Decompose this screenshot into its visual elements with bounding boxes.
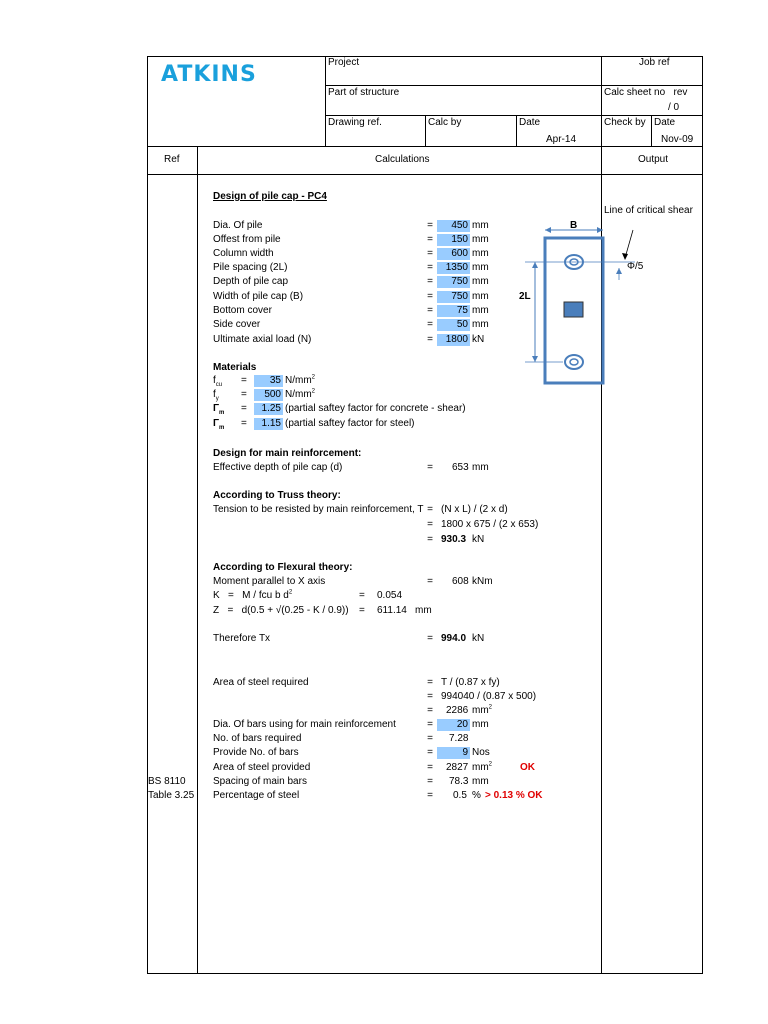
ref-divider	[197, 146, 198, 974]
ref-table: Table 3.25	[148, 790, 195, 801]
flexural-heading: According to Flexural theory:	[213, 562, 353, 573]
input-label: Ultimate axial load (N)	[213, 334, 312, 345]
material-value-cell[interactable]: 1.15	[254, 418, 283, 430]
area-provided-label: Area of steel provided	[213, 762, 311, 773]
phi-label: Φ/5	[627, 261, 644, 272]
bars-required-value: 7.28	[449, 733, 469, 744]
equals-sign: =	[427, 291, 433, 302]
b-label: B	[570, 220, 578, 231]
equals-sign: =	[427, 762, 433, 773]
main-reinf-heading: Design for main reinforcement:	[213, 448, 362, 459]
input-value-cell[interactable]: 450	[437, 220, 470, 232]
col-output: Output	[638, 154, 669, 165]
col-ref: Ref	[164, 154, 180, 165]
equals-sign: =	[427, 462, 433, 473]
input-unit: mm	[472, 262, 489, 273]
input-value-cell[interactable]: 50	[437, 319, 470, 331]
truss-result: 930.3	[441, 534, 467, 545]
twoL-arrow-top	[532, 262, 538, 268]
area-provided-unit: $mm^2$	[472, 761, 493, 773]
equals-sign: =	[427, 248, 433, 259]
tx-label: Therefore Tx	[213, 633, 271, 644]
equals-sign: =	[427, 719, 433, 730]
material-symbol: $\Gamma_m$	[213, 418, 225, 431]
border-bottom	[147, 973, 703, 974]
input-unit: mm	[472, 305, 489, 316]
header-row1	[325, 85, 703, 86]
k-formula: K = M / fcu b $d^2$	[213, 589, 293, 601]
input-value-cell[interactable]: 75	[437, 305, 470, 317]
calc-sheet-value: / 0	[668, 102, 680, 113]
date2-value: Nov-09	[661, 134, 694, 145]
equals-sign: =	[427, 534, 433, 545]
equals-sign: =	[241, 389, 247, 400]
input-unit: mm	[472, 234, 489, 245]
calc-sheet-label: Calc sheet no rev	[604, 87, 688, 98]
twoL-label: 2L	[519, 291, 531, 302]
input-label: Width of pile cap (B)	[213, 291, 304, 302]
material-value-cell[interactable]: 35	[254, 375, 283, 387]
equals-sign: =	[241, 403, 247, 414]
input-unit: kN	[472, 334, 485, 345]
header-divider-logo	[325, 56, 326, 146]
date-value: Apr-14	[546, 134, 577, 145]
area-provided-value: 2827	[446, 762, 469, 773]
bar-dia-unit: mm	[472, 719, 489, 730]
job-ref-label: Job ref	[639, 57, 670, 68]
header-divider-date	[516, 115, 517, 146]
input-value-cell[interactable]: 750	[437, 291, 470, 303]
input-label: Offest from pile	[213, 234, 281, 245]
tx-value: 994.0	[441, 633, 467, 644]
material-unit: $N/mm^2$	[285, 374, 316, 386]
columns-bottom	[147, 174, 703, 175]
border-top	[147, 56, 703, 57]
input-label: Bottom cover	[213, 305, 272, 316]
section-title: Design of pile cap - PC4	[213, 191, 327, 202]
z-value: 611.14	[377, 605, 407, 616]
input-label: Dia. Of pile	[213, 220, 263, 231]
truss-line2: 1800 x 675 / (2 x 653)	[441, 519, 539, 530]
input-value-cell[interactable]: 1350	[437, 262, 470, 274]
input-unit: mm	[472, 248, 489, 259]
column-square	[564, 302, 583, 317]
bars-required-label: No. of bars required	[213, 733, 302, 744]
material-value-cell[interactable]: 500	[254, 389, 283, 401]
header-divider-calcby	[425, 115, 426, 146]
equals-sign: =	[241, 375, 247, 386]
border-right	[702, 56, 703, 974]
equals-sign: =	[427, 747, 433, 758]
equals-sign: =	[427, 220, 433, 231]
input-label: Depth of pile cap	[213, 276, 289, 287]
eff-depth-value: 653	[452, 462, 469, 473]
input-value-cell[interactable]: 1800	[437, 334, 470, 346]
input-label: Pile spacing (2L)	[213, 262, 288, 273]
atkins-logo: ATKINS	[161, 62, 257, 87]
input-unit: mm	[472, 220, 489, 231]
b-arrow-right	[597, 227, 603, 233]
input-unit: mm	[472, 276, 489, 287]
percentage-ok-badge: > 0.13 % OK	[485, 790, 543, 801]
tx-unit: kN	[472, 633, 485, 644]
spacing-value: 78.3	[449, 776, 469, 787]
critical-shear-label: Line of critical shear	[604, 205, 693, 216]
equals-sign: =	[427, 576, 433, 587]
pile-bottom	[565, 355, 583, 369]
equals-sign: =	[427, 519, 433, 530]
truss-label: Tension to be resisted by main reinforcement, T	[213, 504, 424, 515]
percentage-value: 0.5	[453, 790, 467, 801]
header-row2	[325, 115, 703, 116]
equals-sign: =	[427, 633, 433, 644]
eff-depth-unit: mm	[472, 462, 489, 473]
equals-sign: =	[427, 334, 433, 345]
material-value-cell[interactable]: 1.25	[254, 403, 283, 415]
moment-label: Moment parallel to X axis	[213, 576, 326, 587]
input-value-cell[interactable]: 150	[437, 234, 470, 246]
z-unit: mm	[415, 605, 432, 616]
material-note: (partial saftey factor for concrete - shear)	[285, 403, 466, 414]
area-required-label: Area of steel required	[213, 677, 309, 688]
truss-heading: According to Truss theory:	[213, 490, 341, 501]
material-symbol: $\Gamma_m$	[213, 403, 225, 416]
materials-heading: Materials	[213, 362, 257, 373]
col-calculations: Calculations	[375, 154, 430, 165]
input-value-cell[interactable]: 750	[437, 276, 470, 288]
equals-sign: =	[359, 590, 365, 601]
calc-by-label: Calc by	[428, 117, 462, 128]
equals-sign: =	[427, 733, 433, 744]
equals-sign: =	[427, 705, 433, 716]
project-label: Project	[328, 57, 360, 68]
equals-sign: =	[427, 276, 433, 287]
material-symbol: $f_y$	[213, 389, 219, 402]
equals-sign: =	[427, 691, 433, 702]
part-of-structure-label: Part of structure	[328, 87, 400, 98]
input-unit: mm	[472, 319, 489, 330]
equals-sign: =	[427, 234, 433, 245]
pile-cap-diagram	[515, 200, 665, 390]
equals-sign: =	[427, 305, 433, 316]
bar-dia-cell[interactable]: 20	[437, 719, 470, 731]
bar-dia-label: Dia. Of bars using for main reinforcement	[213, 719, 396, 730]
material-symbol: $f_{cu}$	[213, 375, 223, 388]
equals-sign: =	[427, 790, 433, 801]
header-bottom	[147, 146, 703, 147]
moment-unit: kNm	[472, 576, 493, 587]
percentage-label: Percentage of steel	[213, 790, 300, 801]
truss-line1: (N x L) / (2 x d)	[441, 504, 508, 515]
input-label: Column width	[213, 248, 274, 259]
twoL-arrow-bottom	[532, 356, 538, 362]
b-arrow-left	[545, 227, 551, 233]
truss-unit: kN	[472, 534, 485, 545]
area-required-l2: 994040 / (0.87 x 500)	[441, 691, 537, 702]
material-note: (partial saftey factor for steel)	[285, 418, 415, 429]
equals-sign: =	[359, 605, 365, 616]
area-required-unit: $mm^2$	[472, 704, 493, 716]
equals-sign: =	[427, 677, 433, 688]
date-label: Date	[519, 117, 541, 128]
eff-depth-label: Effective depth of pile cap (d)	[213, 462, 343, 473]
equals-sign: =	[427, 776, 433, 787]
date2-label: Date	[654, 117, 676, 128]
input-unit: mm	[472, 291, 489, 302]
bars-provided-label: Provide No. of bars	[213, 747, 299, 758]
area-ok-badge: OK	[520, 762, 535, 773]
area-required-l1: T / (0.87 x fy)	[441, 677, 500, 688]
k-value: 0.054	[377, 590, 403, 601]
moment-value: 608	[452, 576, 469, 587]
header-divider-output	[601, 56, 602, 974]
equals-sign: =	[427, 504, 433, 515]
ref-bs: BS 8110	[148, 776, 186, 787]
input-value-cell[interactable]: 600	[437, 248, 470, 260]
bars-provided-unit: Nos	[472, 747, 490, 758]
z-formula: Z = d(0.5 + √(0.25 - K / 0.9))	[213, 605, 349, 616]
equals-sign: =	[427, 319, 433, 330]
border-left	[147, 56, 148, 974]
check-by-label: Check by	[604, 117, 646, 128]
spacing-label: Spacing of main bars	[213, 776, 307, 787]
area-required-value: 2286	[446, 705, 469, 716]
material-unit: $N/mm^2$	[285, 388, 316, 400]
header-divider-date2	[651, 115, 652, 146]
percentage-unit: %	[472, 790, 481, 801]
equals-sign: =	[241, 418, 247, 429]
input-label: Side cover	[213, 319, 261, 330]
drawing-ref-label: Drawing ref.	[328, 117, 382, 128]
spacing-unit: mm	[472, 776, 489, 787]
equals-sign: =	[427, 262, 433, 273]
bars-provided-cell[interactable]: 9	[437, 747, 470, 759]
